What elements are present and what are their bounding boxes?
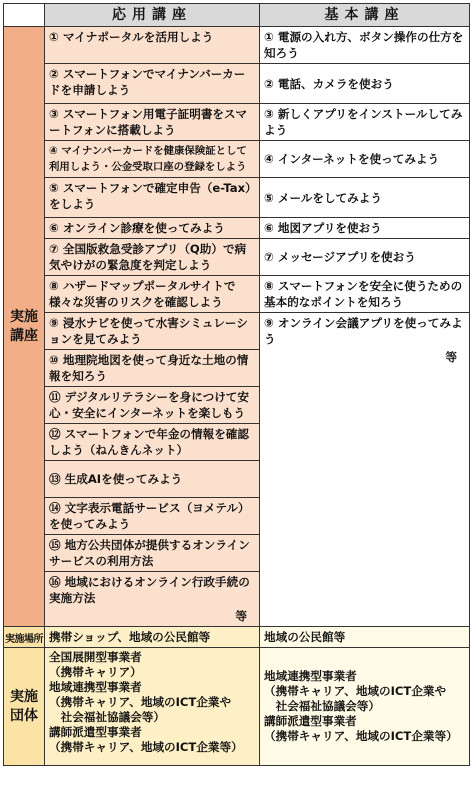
applied-course-10: ⑩ 地理院地図を使って身近な土地の情報を知ろう — [45, 350, 260, 387]
basic-course-5: ⑤ メールをしてみよう — [260, 178, 470, 218]
orgs-basic-line: 講師派遣型事業者 — [264, 714, 357, 728]
applied-course-14: ⑭ 文字表示電話サービス（ヨメテル）を使ってみよう — [45, 498, 260, 535]
applied-course-3: ③ スマートフォン用電子証明書をスマートフォンに搭載しよう — [45, 104, 260, 141]
applied-course-8: ⑧ ハザードマップポータルサイトで様々な災害のリスクを確認しよう — [45, 276, 260, 313]
header-basic: 基本講座 — [260, 4, 470, 27]
basic-etc: 等 — [445, 350, 457, 364]
orgs-applied-line: （携帯キャリア、地域のICT企業や — [49, 695, 232, 709]
side-label-orgs-text: 実施団体 — [10, 688, 38, 724]
orgs-applied-line: 社会福祉協議会等） — [49, 710, 165, 724]
side-label-venue: 実施場所 — [4, 627, 45, 648]
header-applied: 応用講座 — [45, 4, 260, 27]
applied-course-5: ⑤ スマートフォンで確定申告（e-Tax）をしよう — [45, 178, 260, 218]
applied-course-13: ⑬ 生成AIを使ってみよう — [45, 461, 260, 498]
side-label-orgs — [4, 648, 45, 766]
orgs-basic — [260, 648, 470, 766]
orgs-applied-line: 全国展開型事業者 — [49, 650, 142, 664]
orgs-applied-line: 講師派遣型事業者 — [49, 725, 142, 739]
applied-course-15: ⑮ 地方公共団体が提供するオンラインサービスの利用方法 — [45, 535, 260, 572]
basic-course-2: ② 電話、カメラを使おう — [260, 64, 470, 104]
side-label-courses-text: 実施講座 — [10, 308, 38, 344]
orgs-applied-line: （携帯キャリア、地域のICT企業等） — [49, 740, 243, 754]
orgs-basic-line: 社会福祉協議会等） — [264, 699, 380, 713]
basic-course-9 — [260, 313, 470, 627]
basic-course-6: ⑥ 地図アプリを使おう — [260, 218, 470, 239]
applied-course-9: ⑨ 浸水ナビを使って水害シミュレーションを見てみよう — [45, 313, 260, 350]
basic-course-4: ④ インターネットを使ってみよう — [260, 141, 470, 178]
orgs-applied — [45, 648, 260, 766]
course-table — [3, 3, 469, 766]
applied-course-4: ④ マイナンバーカードを健康保険証として利用しよう・公金受取口座の登録をしよう — [45, 141, 260, 178]
applied-course-7: ⑦ 全国版救急受診アプリ（Q助）で病気やけがの緊急度を判定しよう — [45, 239, 260, 276]
venue-basic: 地域の公民館等 — [260, 627, 470, 648]
basic-course-9-text: ⑨ オンライン会議アプリを使ってみよう — [264, 316, 463, 346]
basic-course-3: ③ 新しくアプリをインストールしてみよう — [260, 104, 470, 141]
applied-course-16-text: ⑯ 地域におけるオンライン行政手続の実施方法 — [49, 575, 250, 605]
orgs-basic-line: 地域連携型事業者 — [264, 669, 357, 683]
basic-course-7: ⑦ メッセージアプリを使おう — [260, 239, 470, 276]
corner-cell — [4, 4, 45, 27]
orgs-applied-line: （携帯キャリア） — [49, 665, 142, 679]
basic-course-8: ⑧ スマートフォンを安全に使うための基本的なポイントを知ろう — [260, 276, 470, 313]
applied-course-2: ② スマートフォンでマイナンバーカードを申請しよう — [45, 64, 260, 104]
applied-course-12: ⑫ スマートフォンで年金の情報を確認しよう（ねんきんネット） — [45, 424, 260, 461]
applied-course-16 — [45, 572, 260, 627]
venue-applied: 携帯ショップ、地域の公民館等 — [45, 627, 260, 648]
basic-course-1: ① 電源の入れ方、ボタン操作の仕方を知ろう — [260, 27, 470, 64]
orgs-applied-line: 地域連携型事業者 — [49, 680, 142, 694]
orgs-basic-line: （携帯キャリア、地域のICT企業や — [264, 684, 447, 698]
side-label-courses — [4, 27, 45, 627]
applied-course-1: ① マイナポータルを活用しよう — [45, 27, 260, 64]
applied-course-6: ⑥ オンライン診療を使ってみよう — [45, 218, 260, 239]
applied-etc: 等 — [235, 609, 247, 623]
orgs-basic-line: （携帯キャリア、地域のICT企業等） — [264, 729, 458, 743]
applied-course-11: ⑪ デジタルリテラシーを身につけて安心・安全にインターネットを楽しもう — [45, 387, 260, 424]
